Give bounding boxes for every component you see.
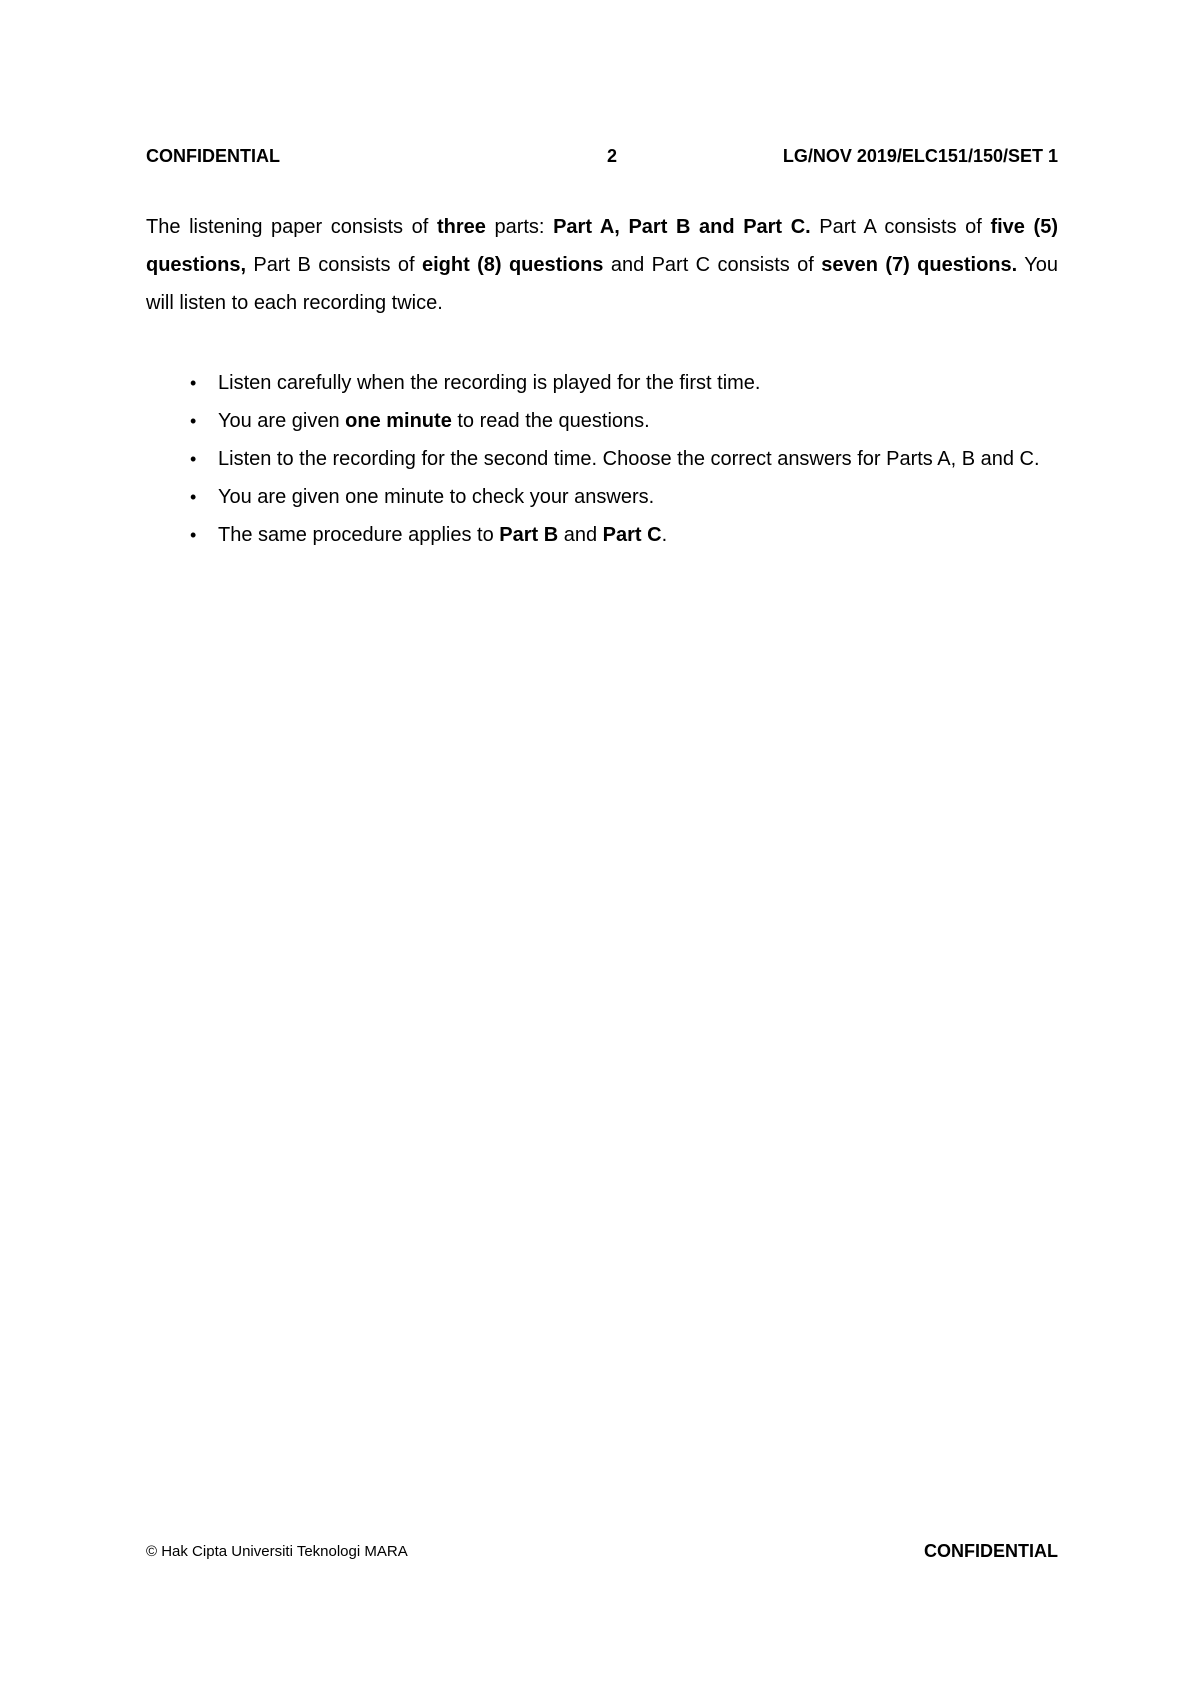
list-item bbox=[146, 364, 1058, 402]
intro-text: Part B consists of bbox=[246, 254, 422, 276]
confidential-label: CONFIDENTIAL bbox=[146, 146, 280, 166]
list-item-text: . bbox=[661, 524, 668, 546]
list-item bbox=[146, 402, 1058, 440]
intro-bold: eight (8) questions bbox=[421, 254, 604, 276]
list-item bbox=[146, 516, 1058, 554]
list-item bbox=[146, 440, 1058, 478]
confidential-label-footer: CONFIDENTIAL bbox=[924, 1541, 1058, 1561]
intro-text: The listening paper consists of bbox=[146, 216, 437, 238]
list-item-text: The same procedure applies to bbox=[218, 524, 500, 546]
list-item-bold: Part B bbox=[499, 524, 559, 546]
bullet-icon: • bbox=[190, 487, 197, 507]
list-item-text: You are given one minute to check your answers. bbox=[218, 486, 655, 508]
list-item-text: and bbox=[558, 524, 603, 546]
intro-text: You will listen to each recording twice. bbox=[146, 254, 1058, 314]
bullet-icon: • bbox=[190, 411, 197, 431]
intro-bold: three bbox=[436, 216, 486, 238]
list-item-text: to read the questions. bbox=[451, 410, 650, 432]
intro-text: and Part C consists of bbox=[603, 254, 822, 276]
list-item-bold: one minute bbox=[345, 410, 452, 432]
list-item bbox=[146, 478, 1058, 516]
list-item-bold: Part C bbox=[602, 524, 662, 546]
instruction-list bbox=[146, 364, 1058, 554]
bullet-icon: • bbox=[190, 373, 197, 393]
paper-code: LG/NOV 2019/ELC151/150/SET 1 bbox=[782, 146, 1058, 166]
intro-bold: five (5) questions, bbox=[146, 216, 1058, 276]
list-item-text: Listen carefully when the recording is played for the first time. bbox=[218, 372, 761, 394]
copyright-notice: © Hak Cipta Universiti Teknologi MARA bbox=[146, 1543, 408, 1560]
page-number: 2 bbox=[607, 146, 618, 166]
intro-paragraph bbox=[146, 208, 1058, 322]
intro-bold: Part A, Part B and Part C. bbox=[553, 216, 811, 238]
intro-text: Part A consists of bbox=[810, 216, 991, 238]
bullet-icon: • bbox=[190, 525, 197, 545]
intro-text: parts: bbox=[485, 216, 554, 238]
page-header bbox=[146, 146, 1058, 170]
bullet-icon: • bbox=[190, 449, 197, 469]
list-item-text: You are given bbox=[218, 410, 346, 432]
page-footer bbox=[146, 1541, 1058, 1565]
intro-bold: seven (7) questions. bbox=[821, 254, 1018, 276]
list-item-text: Listen to the recording for the second time. Choose the correct answers for Parts A, B and C. bbox=[218, 448, 1040, 470]
